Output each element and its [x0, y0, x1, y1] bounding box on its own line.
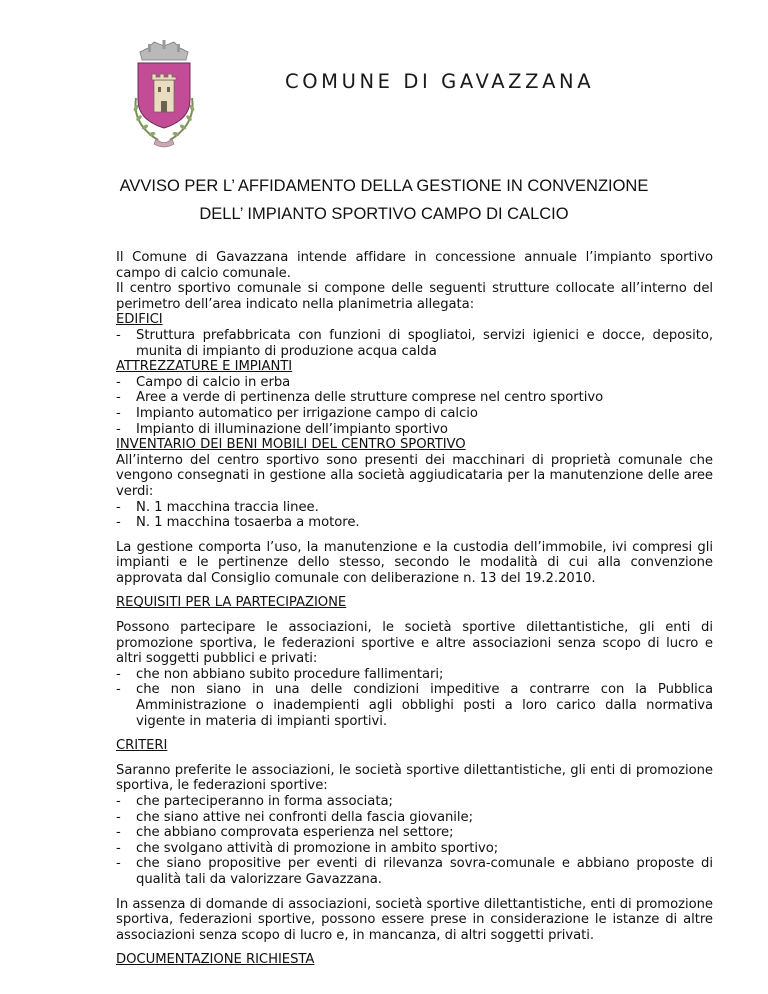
list-item: - Aree a verde di pertinenza delle strutture comprese nel centro sportivo — [116, 390, 713, 406]
list-item: - che siano propositive per eventi di rilevanza sovra-comunale e abbiano proposte di qualità tali da valorizzare Gavazzana. — [116, 856, 713, 887]
document-body — [116, 250, 713, 968]
list-item: - che abbiano comprovata esperienza nel settore; — [116, 825, 713, 841]
municipality-name: COMUNE DI GAVAZZANA — [285, 70, 595, 93]
section-heading-criteri: CRITERI — [116, 738, 168, 754]
intro-paragraph: Il Comune di Gavazzana intende affidare in concessione annuale l’impianto sportivo campo di calcio comunale. — [116, 250, 713, 281]
list-item: - che non abbiano subito procedure fallimentari; — [116, 667, 713, 683]
list-item: - Campo di calcio in erba — [116, 375, 713, 391]
section-heading-edifici: EDIFICI — [116, 312, 163, 328]
assenza-paragraph: In assenza di domande di associazioni, società sportive dilettantistiche, enti di promozione sportiva, federazioni sportive, possono essere prese in considerazione le istanze di altre associazioni senza scopo di lucro e, in mancanza, di altri soggetti privati. — [116, 896, 713, 943]
notice-title-line-1: AVVISO PER L’ AFFIDAMENTO DELLA GESTIONE IN CONVENZIONE — [119, 177, 649, 195]
attrezzature-list — [116, 375, 713, 437]
criteri-list — [116, 794, 713, 888]
list-item: - che parteciperanno in forma associata; — [116, 794, 713, 810]
gestione-paragraph: La gestione comporta l’uso, la manutenzione e la custodia dell’immobile, ivi compresi gli impianti e le pertinenze dello stesso, secondo le modalità di cui alla convenzione approvata dal Consiglio comunale con deliberazione n. 13 del 19.2.2010. — [116, 539, 713, 586]
list-item: - Impianto di illuminazione dell’impianto sportivo — [116, 422, 713, 438]
section-heading-documentazione: DOCUMENTAZIONE RICHIESTA — [116, 952, 315, 968]
list-item: - Impianto automatico per irrigazione campo di calcio — [116, 406, 713, 422]
coat-of-arms-icon — [128, 38, 200, 150]
letterhead — [0, 0, 768, 150]
section-heading-inventario: INVENTARIO DEI BENI MOBILI DEL CENTRO SPORTIVO — [116, 437, 466, 453]
list-item: - Struttura prefabbricata con funzioni di spogliatoi, servizi igienici e docce, deposito, munita di impianto di produzione acqua calda — [116, 328, 713, 359]
inventario-list — [116, 500, 713, 531]
intro-paragraph: Il centro sportivo comunale si compone delle seguenti strutture collocate all’interno del perimetro dell’area indicato nella planimetria allegata: — [116, 281, 713, 312]
list-item: - che svolgano attività di promozione in ambito sportivo; — [116, 841, 713, 857]
section-heading-attrezzature: ATTREZZATURE E IMPIANTI — [116, 359, 293, 375]
edifici-list — [116, 328, 713, 359]
list-item: - che siano attive nei confronti della fascia giovanile; — [116, 810, 713, 826]
requisiti-list — [116, 667, 713, 729]
criteri-paragraph: Saranno preferite le associazioni, le società sportive dilettantistiche, gli enti di promozione sportiva, le federazioni sportive: — [116, 762, 713, 794]
section-heading-requisiti: REQUISITI PER LA PARTECIPAZIONE — [116, 595, 347, 611]
notice-title-line-2: DELL’ IMPIANTO SPORTIVO CAMPO DI CALCIO — [199, 205, 569, 223]
list-item: - N. 1 macchina traccia linee. — [116, 500, 713, 516]
inventario-paragraph: All’interno del centro sportivo sono presenti dei macchinari di proprietà comunale che vengono consegnati in gestione alla società aggiudicataria per la manutenzione delle aree verdi: — [116, 452, 713, 499]
list-item: - N. 1 macchina tosaerba a motore. — [116, 515, 713, 531]
list-item: - che non siano in una delle condizioni impeditive a contrarre con la Pubblica Amministrazione o inadempienti agli obblighi posti a loro carico dalla normativa vigente in materia di impianti sportivi. — [116, 682, 713, 729]
requisiti-paragraph: Possono partecipare le associazioni, le società sportive dilettantistiche, gli enti di promozione sportiva, le federazioni sportive e altre associazioni senza scopo di lucro e altri soggetti pubblici e privati: — [116, 620, 713, 667]
